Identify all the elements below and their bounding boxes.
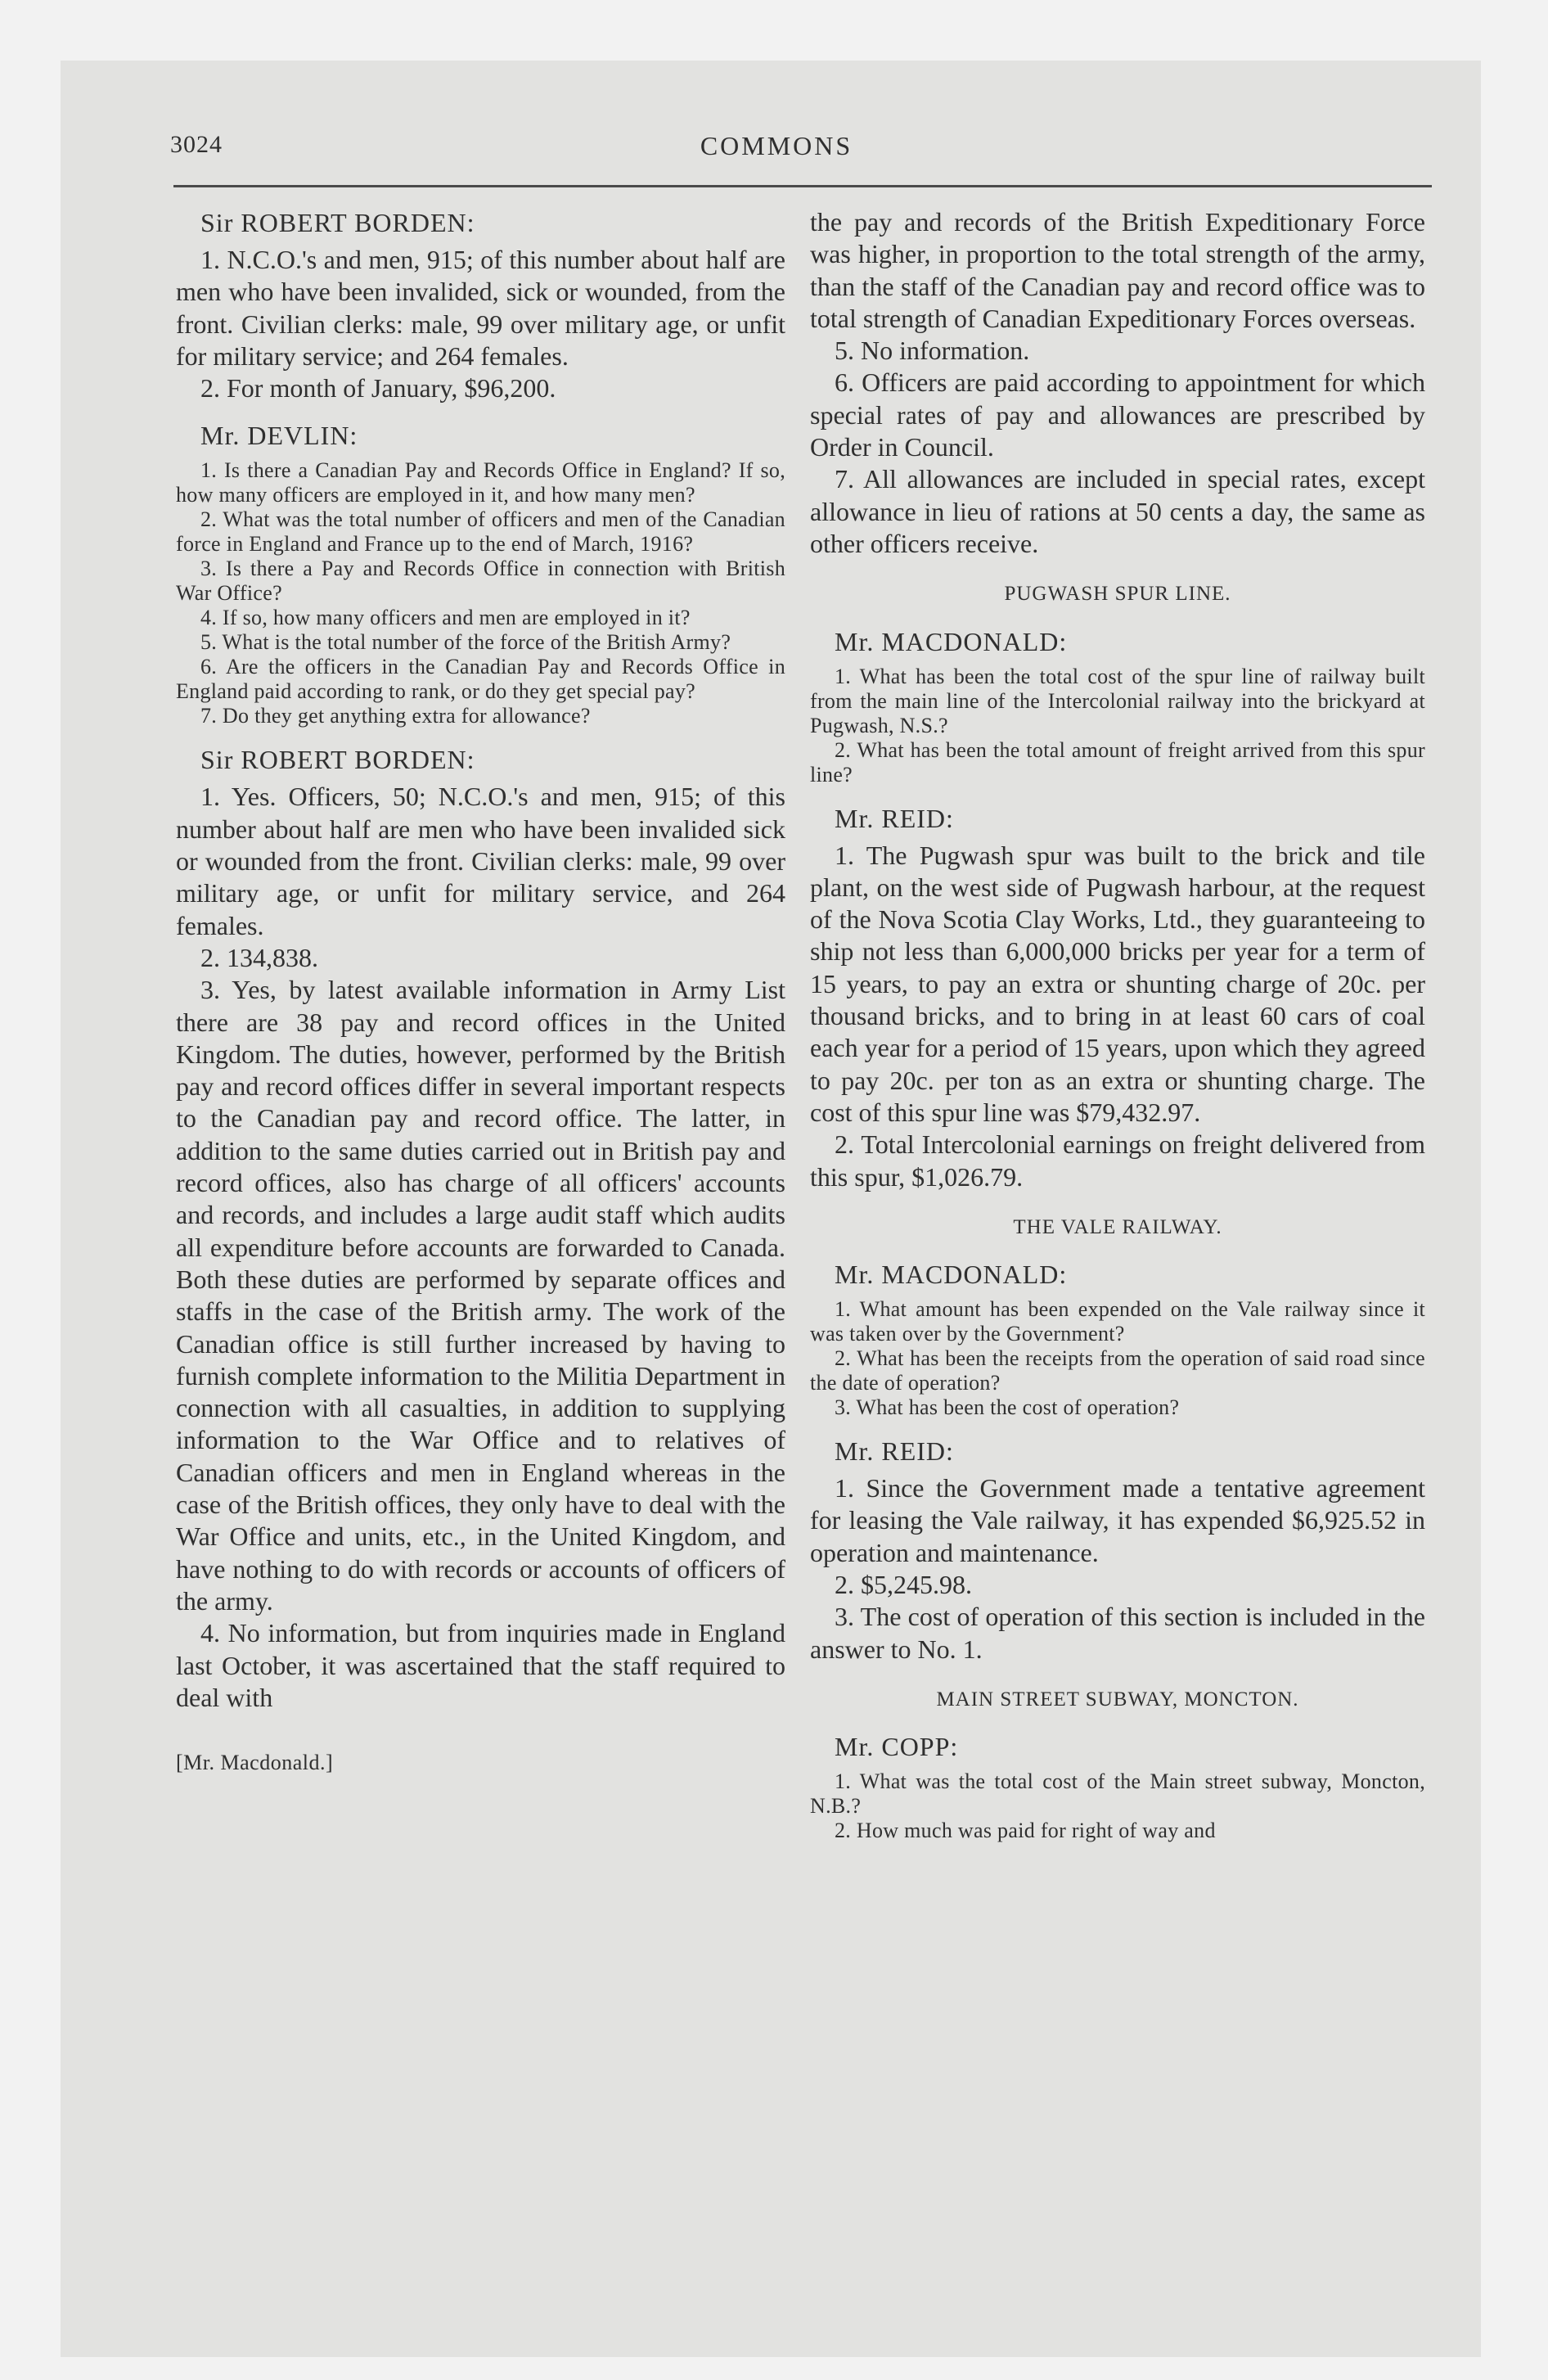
question-paragraph: 2. What was the total number of officers and men of the Canadian force in England and France up to the end of March, 1916? xyxy=(176,507,785,557)
speaker-heading: Mr. COPP: xyxy=(835,1732,959,1762)
question-paragraph: 3. Is there a Pay and Records Office in connection with British War Office? xyxy=(176,557,785,606)
question-paragraph: 5. What is the total number of the force of the British Army? xyxy=(200,630,731,655)
question-paragraph: 2. What has been the receipts from the operation of said road since the date of operation? xyxy=(810,1346,1425,1395)
page-heading: COMMONS xyxy=(700,131,853,160)
speaker-heading: Mr. REID: xyxy=(835,803,954,833)
speaker-heading: Mr. REID: xyxy=(835,1436,954,1467)
answer-paragraph: 2. 134,838. xyxy=(200,942,318,972)
right-column xyxy=(810,206,1425,1843)
header-rule xyxy=(173,185,1432,187)
question-paragraph: 2. How much was paid for right of way and xyxy=(835,1819,1216,1843)
speaker-heading: Sir ROBERT BORDEN: xyxy=(200,745,475,775)
question-paragraph: 7. Do they get anything extra for allowance? xyxy=(200,704,591,728)
question-paragraph: 4. If so, how many officers and men are employed in it? xyxy=(200,606,691,630)
answer-paragraph: 1. Yes. Officers, 50; N.C.O.'s and men, 915; of this number about half are men who have been invalided sick or wounded from the front. Civilian clerks: male, 99 over military age, or unfit for military service, and 264 females. xyxy=(176,782,785,940)
question-paragraph: 3. What has been the cost of operation? xyxy=(835,1395,1180,1420)
speaker-heading: Mr. MACDONALD: xyxy=(835,1260,1068,1290)
question-paragraph: 1. Is there a Canadian Pay and Records Office in England? If so, how many officers are employed in it, and how many men? xyxy=(176,458,785,507)
answer-paragraph: 5. No information. xyxy=(835,336,1030,366)
answer-paragraph: 1. Since the Government made a tentative agreement for leasing the Vale railway, it has expended $6,925.52 in operation and maintenance. xyxy=(810,1473,1425,1567)
question-paragraph: 6. Are the officers in the Canadian Pay and Records Office in England paid according to rank, or do they get special pay? xyxy=(176,655,785,704)
question-paragraph: 1. What was the total cost of the Main street subway, Moncton, N.B.? xyxy=(810,1769,1425,1819)
speaker-heading: Mr. MACDONALD: xyxy=(835,626,1068,656)
section-title: MAIN STREET SUBWAY, MONCTON. xyxy=(936,1688,1299,1711)
answer-paragraph: 2. $5,245.98. xyxy=(835,1570,972,1600)
running-head xyxy=(110,131,1443,172)
left-column xyxy=(176,206,785,1778)
answer-paragraph: 6. Officers are paid according to appointment for which special rates of pay and allowances are prescribed by Order in Council. xyxy=(810,367,1425,462)
speaker-heading: Sir ROBERT BORDEN: xyxy=(200,208,475,237)
footer-signature: [Mr. Macdonald.] xyxy=(176,1751,334,1775)
question-paragraph: 1. What has been the total cost of the spur line of railway built from the main line of the Intercolonial railway into the brickyard at Pugwash, N.S.? xyxy=(810,664,1425,737)
answer-paragraph: 3. The cost of operation of this section is included in the answer to No. 1. xyxy=(810,1602,1425,1664)
question-paragraph: 1. What amount has been expended on the Vale railway since it was taken over by the Government? xyxy=(810,1297,1425,1346)
section-title: PUGWASH SPUR LINE. xyxy=(1004,583,1231,606)
answer-paragraph: 2. Total Intercolonial earnings on freight delivered from this spur, $1,026.79. xyxy=(810,1129,1425,1192)
section-title: THE VALE RAILWAY. xyxy=(1013,1215,1222,1238)
answer-paragraph: 2. For month of January, $96,200. xyxy=(200,373,556,403)
answer-paragraph: 7. All allowances are included in special rates, except allowance in lieu of rations at 50 cents a day, the same as other officers receive. xyxy=(810,464,1425,558)
answer-paragraph: 1. N.C.O.'s and men, 915; of this number about half are men who have been invalided, sick or wounded, from the front. Civilian clerks: male, 99 over military age, or unfit for military service; and 264 females. xyxy=(176,245,785,371)
speaker-heading: Mr. DEVLIN: xyxy=(200,421,358,451)
answer-paragraph: 4. No information, but from inquiries made in England last October, it was ascertained that the staff required to deal with xyxy=(176,1618,785,1712)
answer-paragraph: 3. Yes, by latest available information in Army List there are 38 pay and record offices in the United Kingdom. The duties, however, performed by the British pay and record offices differ in several important respects to the Canadian pay and record office. The latter, in addition to the same duties carried out in British pay and record offices, also has charge of all officers' accounts and records, and includes a large audit staff which audits all expenditure before accounts are forwarded to Canada. Both these duties are performed by separate offices and staffs in the case of the British army. The work of the Canadian office is still further increased by having to furnish complete information to the Militia Department in connection with all casualties, in addition to supplying information to the War Office and to relatives of Canadian officers and men in England whereas in the case of the British offices, they only have to deal with the War Office and units, etc., in the United Kingdom, and have nothing to do with records or accounts of officers of the army. xyxy=(176,975,785,1616)
continued-paragraph: the pay and records of the British Expeditionary Force was higher, in proportion to the total strength of the army, than the staff of the Canadian pay and record office was to total strength of Canadian Expeditionary Forces overseas. xyxy=(810,207,1425,333)
question-paragraph: 2. What has been the total amount of freight arrived from this spur line? xyxy=(810,737,1425,787)
answer-paragraph: 1. The Pugwash spur was built to the brick and tile plant, on the west side of Pugwash harbour, at the request of the Nova Scotia Clay Works, Ltd., they guaranteeing to ship not less than 6,000,000 bricks per year for a term of 15 years, to pay an extra or shunting charge of 20c. per thousand bricks, and to bring in at least 60 cars of coal each year for a period of 15 years, upon which they agreed to pay 20c. per ton as an extra or shunting charge. The cost of this spur line was $79,432.97. xyxy=(810,840,1425,1127)
page-number: 3024 xyxy=(170,131,223,158)
